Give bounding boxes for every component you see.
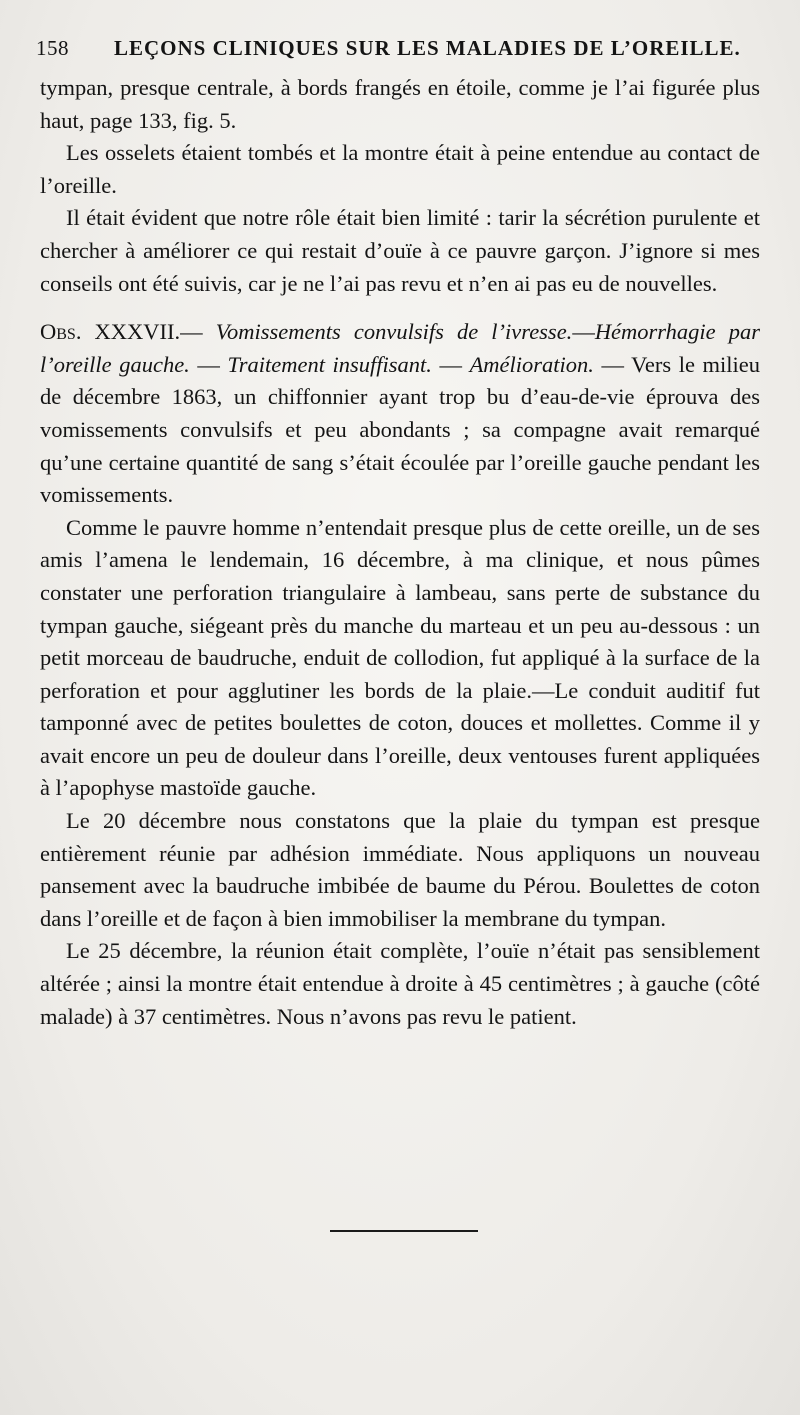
paragraph-6: Le 20 décembre nous constatons que la plaie du tympan est presque entièrement réunie par adhésion immédiate. Nous appliquons un nouveau pansement avec la baudruche imbibée de baume du Pérou. Boulettes de coton dans l’oreille et de façon à bien immobiliser la membrane du tympan. — [40, 808, 760, 931]
observation-label: Obs. XXXVII. — [40, 319, 181, 345]
section-divider — [330, 1230, 478, 1232]
paragraph-1: tympan, presque centrale, à bords frangés en étoile, comme je l’ai figurée plus haut, page 133, fig. 5. — [40, 75, 760, 133]
page-number: 158 — [36, 36, 69, 60]
observation-text: Vers le milieu de décembre 1863, un chiffonnier ayant trop bu d’eau-de-vie éprouva des vomissements convulsifs et peu abondants ; sa compagne avait remarqué qu’une certaine quantité de sang s’était écoulée par l’oreille gauche pendant les vomissements. — [40, 351, 761, 508]
page-body — [40, 72, 760, 1033]
paragraph-5: Comme le pauvre homme n’entendait presque plus de cette oreille, un de ses amis l’amena le lendemain, 16 décembre, à ma clinique, et nous pûmes constater une perforation triangulaire à lambeau, sans perte de substance du tympan gauche, siégeant près du manche du marteau et un peu au-dessous : un petit morceau de baudruche, enduit de collodion, fut appliqué à la surface de la perforation et pour agglutiner les bords de la plaie.—Le conduit auditif fut tamponné avec de petites boulettes de coton, douces et mollettes. Comme il y avait encore un peu de douleur dans l’oreille, deux ventouses furent appliquées à l’apophyse mastoïde gauche. — [40, 514, 760, 801]
observation-paragraph: Obs. XXXVII.— Vomissements convulsifs de l’ivresse.—Hémorrhagie par l’oreille gauche. — Traitement insuffisant. — Amélioration. — Vers le milieu de décembre 1863, un chiffonnier ayant trop bu d’eau-de-vie éprouva des vomissements convulsifs et peu abondants ; sa compagne avait remarqué qu’une certaine quantité de sang s’était écoulée par l’oreille gauche pendant les vomissements. — [40, 319, 761, 508]
paragraph-3: Il était évident que notre rôle était bien limité : tarir la sécrétion purulente et chercher à améliorer ce qui restait d’ouïe à ce pauvre garçon. J’ignore si mes conseils ont été suivis, car je ne l’ai pas revu et n’en ai pas eu de nouvelles. — [40, 205, 760, 296]
observation-title-3: Traitement insuffisant. — [227, 351, 432, 377]
observation-title-2: Hémorrhagie par l’oreille gauche. — [40, 319, 760, 377]
observation-title-1: Vomissements convulsifs de l’ivresse. — [215, 319, 573, 345]
page-header — [36, 36, 760, 66]
paragraph-7: Le 25 décembre, la réunion était complète, l’ouïe n’était pas sensiblement altérée ; ainsi la montre était entendue à droite à 45 centimètres ; à gauche (côté malade) à 37 centimètres. Nous n’avons pas revu le patient. — [40, 938, 760, 1029]
observation-title-4: Amélioration. — [469, 351, 594, 377]
paragraph-2: Les osselets étaient tombés et la montre était à peine entendue au contact de l’oreille. — [40, 140, 760, 198]
running-title: LEÇONS CLINIQUES SUR LES MALADIES DE L’OREILLE. — [114, 36, 741, 60]
